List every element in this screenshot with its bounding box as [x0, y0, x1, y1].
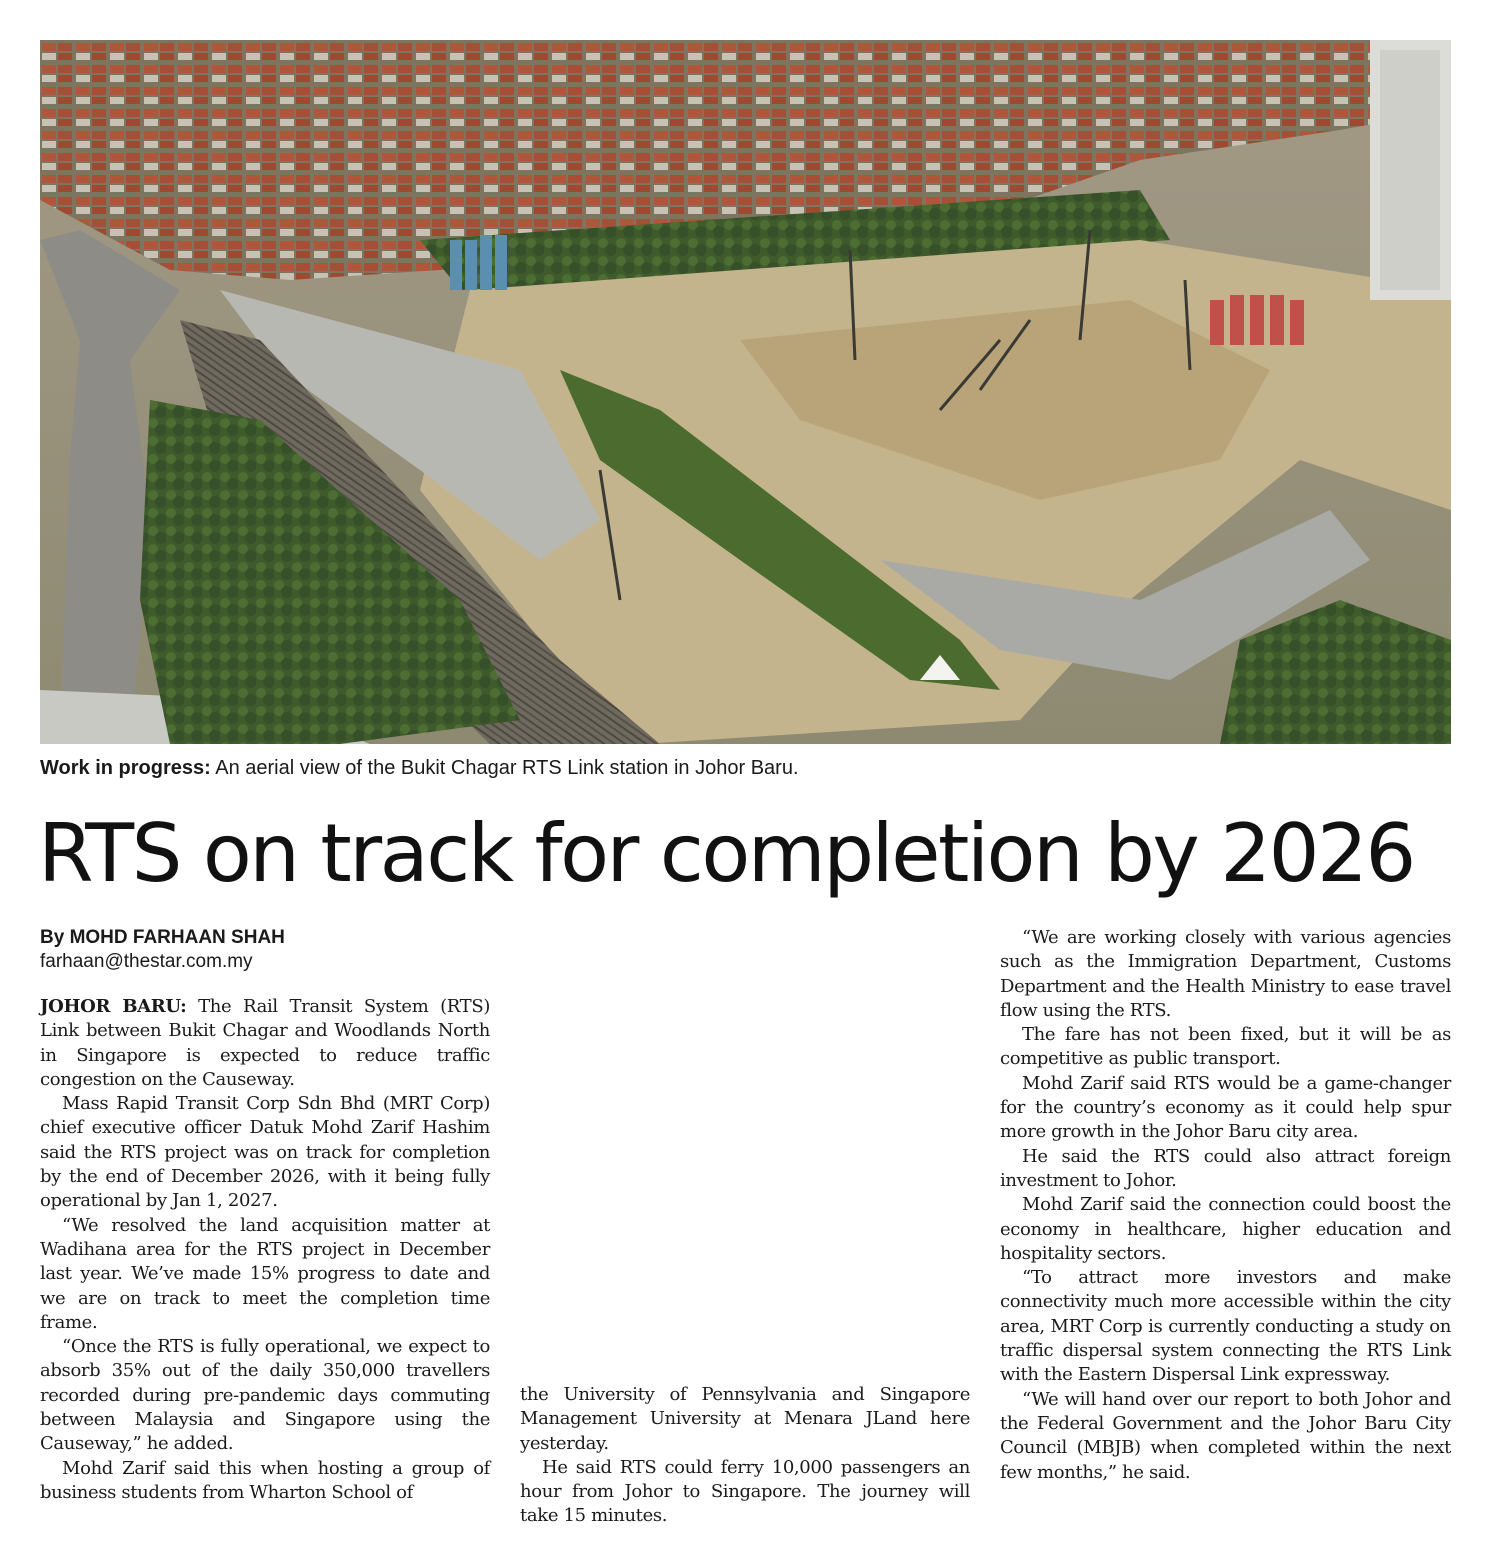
caption-text: An aerial view of the Bukit Chagar RTS Link station in Johor Baru. — [210, 757, 799, 779]
article-paragraph: He said RTS could ferry 10,000 passengers an hour from Johor to Singapore. The journey will take 15 minutes. — [520, 1456, 970, 1527]
article-column-1 — [40, 995, 490, 1505]
article-paragraph: “We will hand over our report to both Johor and the Federal Government and the Johor Baru City Council (MBJB) when completed within the next few months,” he said. — [1000, 1388, 1451, 1483]
article-column-2 — [520, 1383, 970, 1529]
article-paragraph: Mohd Zarif said the connection could boost the economy in healthcare, higher education and hospitality sectors. — [1000, 1194, 1451, 1264]
article-paragraph: “Once the RTS is fully operational, we expect to absorb 35% out of the daily 350,000 travellers recorded during pre-pandemic days commuting between Malaysia and Singapore using the Causeway,” he added. — [40, 1336, 490, 1455]
byline-author: By MOHD FARHAAN SHAH — [40, 927, 285, 948]
caption-lead: Work in progress: — [40, 757, 211, 779]
article-paragraph: the University of Pennsylvania and Singapore Management University at Menara JLand here yesterday. — [520, 1384, 970, 1454]
headline: RTS on track for completion by 2026 — [38, 807, 1414, 900]
article-paragraph: “We are working closely with various agencies such as the Immigration Department, Customs Department and the Health Ministry to ease travel flow using the RTS. — [1000, 927, 1451, 1021]
byline-email: farhaan@thestar.com.my — [40, 951, 253, 972]
article-paragraph: The fare has not been fixed, but it will be as competitive as public transport. — [1000, 1024, 1451, 1070]
article-paragraph: Mohd Zarif said RTS would be a game-changer for the country’s economy as it could help spur more growth in the Johor Baru city area. — [1000, 1072, 1451, 1143]
aerial-photo-illustration — [40, 40, 1451, 744]
article-paragraph: Mass Rapid Transit Corp Sdn Bhd (MRT Corp) chief executive officer Datuk Mohd Zarif Hashim said the RTS project was on track for completion by the end of December 2026, with it being fully operational by Jan 1, 2027. — [40, 1093, 490, 1212]
article-paragraph: He said the RTS could also attract foreign investment to Johor. — [1000, 1145, 1451, 1191]
aerial-construction-photo — [40, 40, 1451, 744]
article-paragraph — [40, 995, 490, 1092]
article-paragraph: Mohd Zarif said this when hosting a group of business students from Wharton School of — [40, 1457, 490, 1503]
article-column-3 — [1000, 926, 1451, 1485]
article-paragraph: “To attract more investors and make connectivity much more accessible within the city area, MRT Corp is currently conducting a study on traffic dispersal system connecting the RTS Link with the Eastern Dispersal Link expressway. — [1000, 1267, 1451, 1386]
paragraph-text: The Rail Transit System (RTS) Link between Bukit Chagar and Woodlands North in Singapore is expected to reduce traffic congestion on the Causeway. — [40, 996, 490, 1090]
article-paragraph: “We resolved the land acquisition matter at Wadihana area for the RTS project in December last year. We’ve made 15% progress to date and we are on track to meet the completion time frame. — [40, 1214, 490, 1333]
photo-caption — [40, 757, 1451, 780]
dateline: JOHOR BARU: — [40, 996, 187, 1017]
byline — [40, 926, 490, 974]
